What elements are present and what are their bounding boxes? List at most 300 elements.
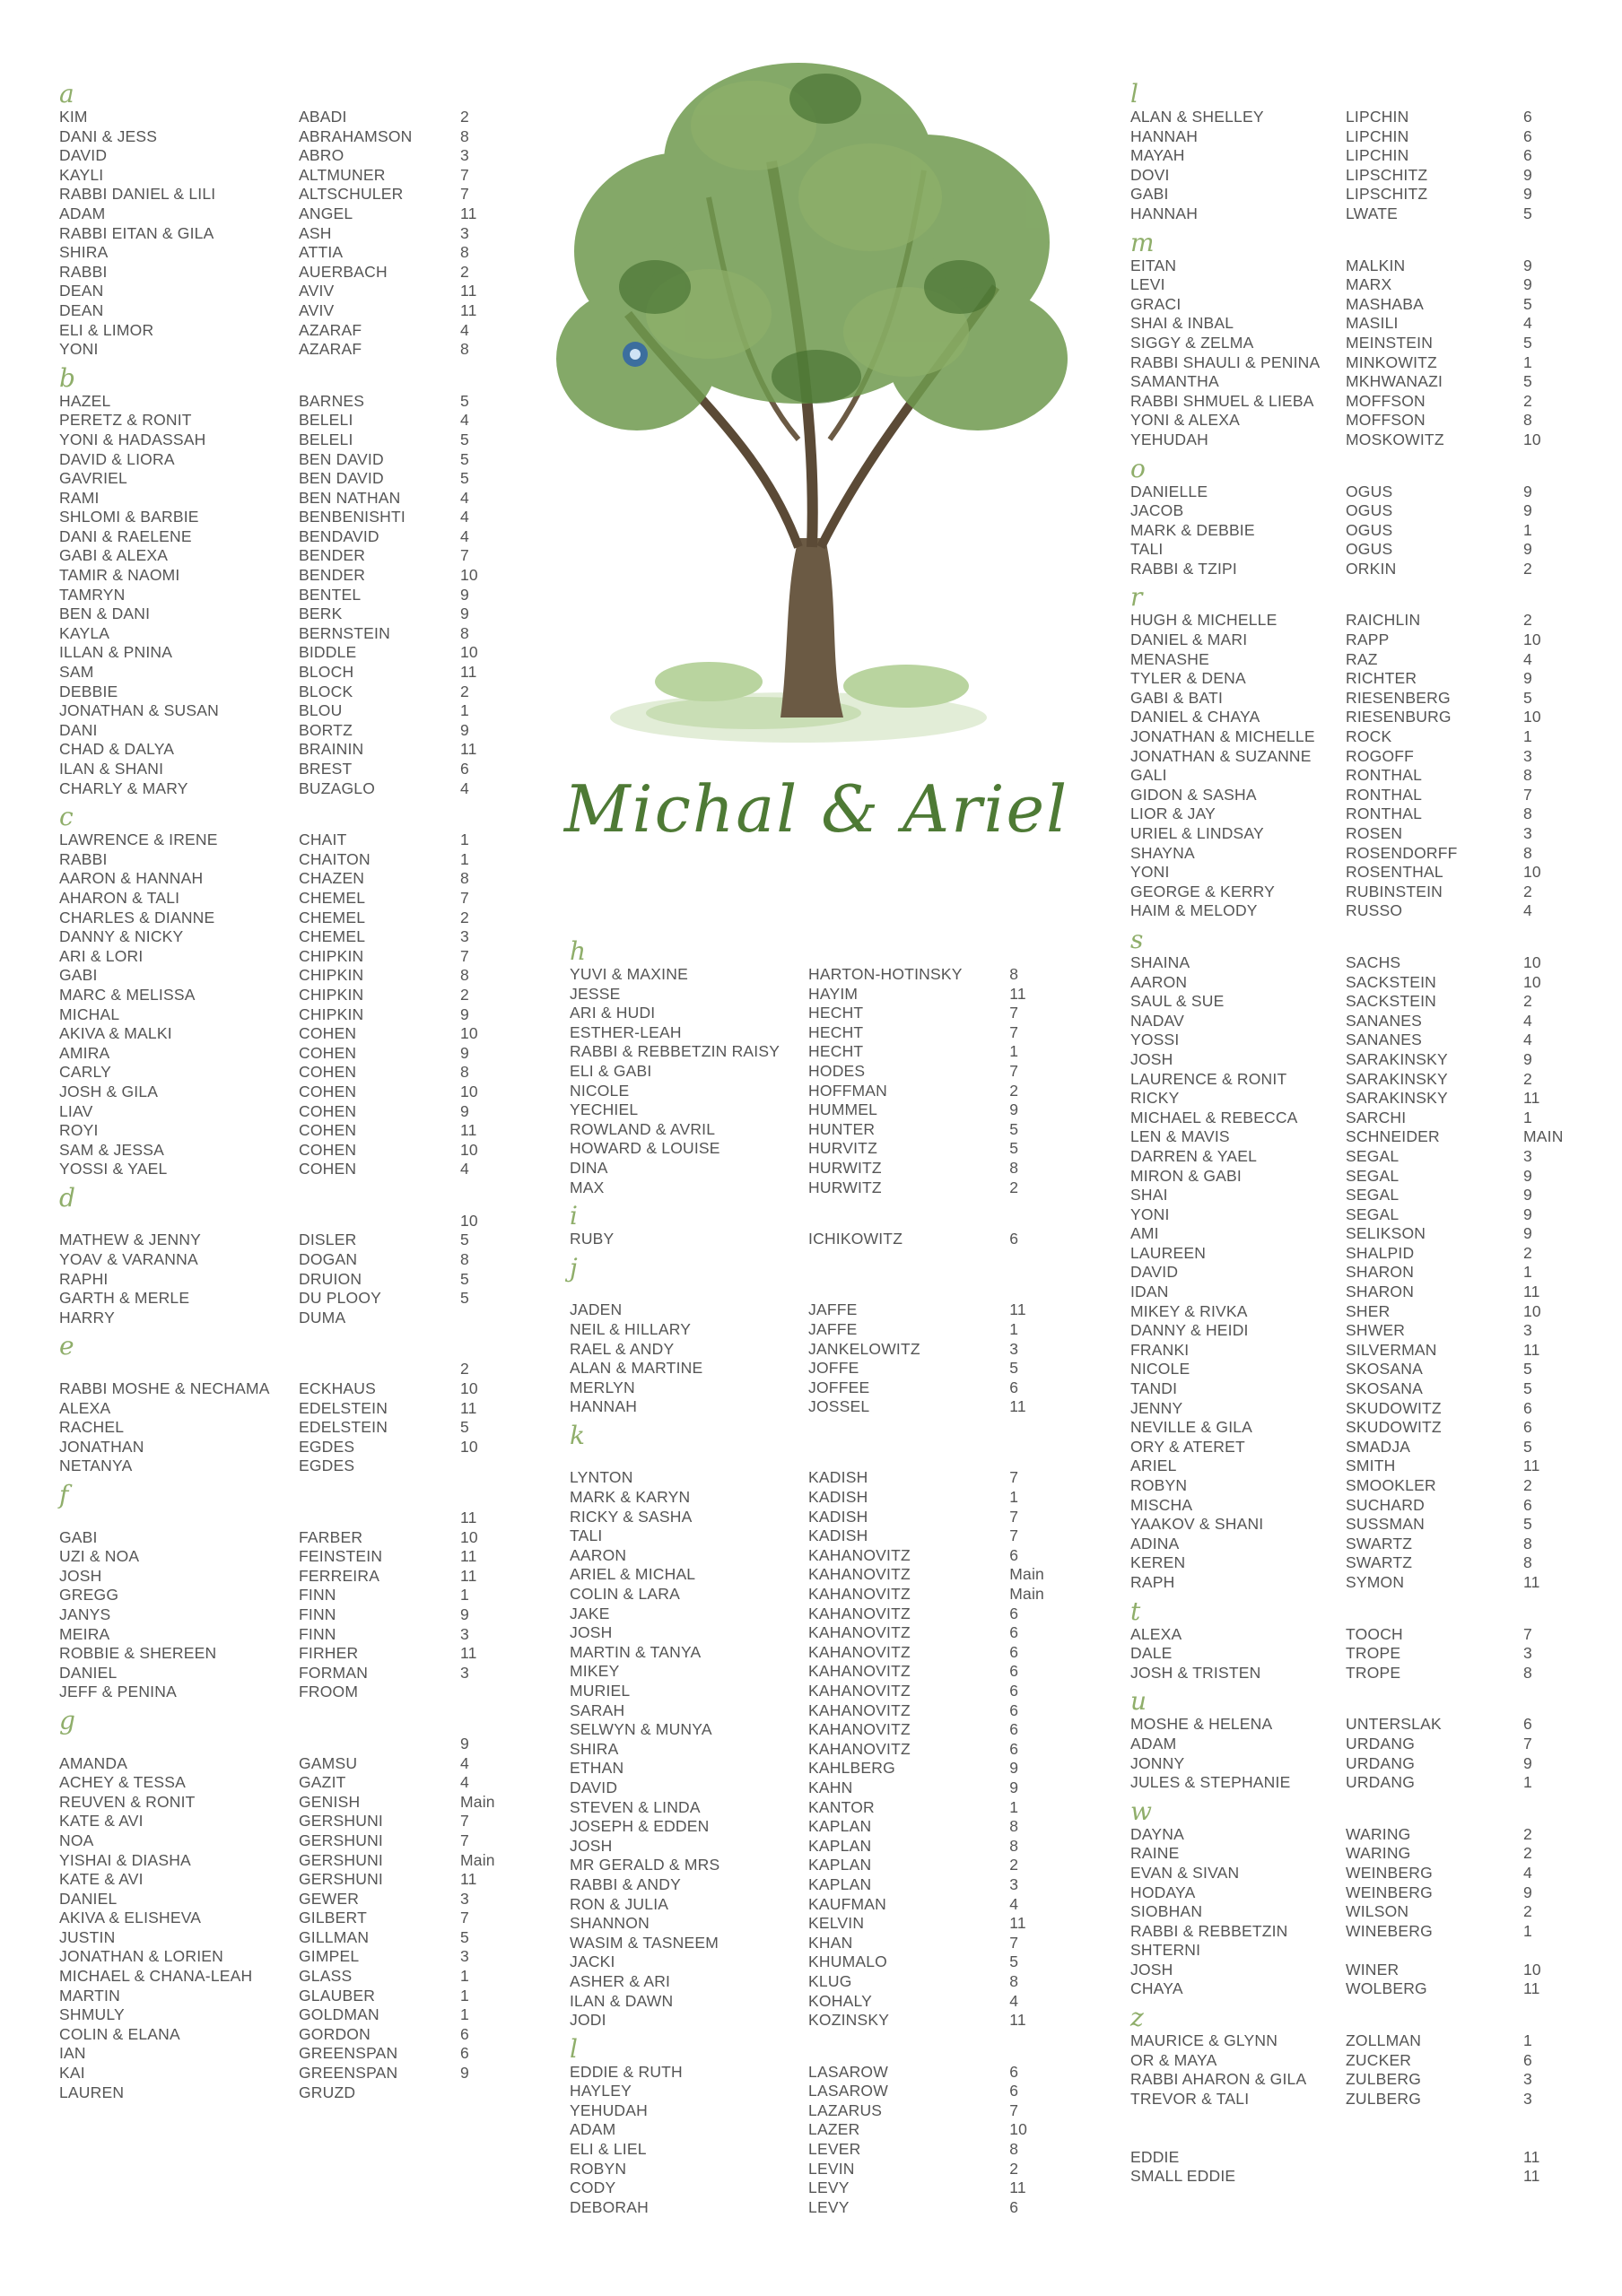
guest-last-name: BLOCH <box>299 663 354 682</box>
guest-last-name: WINEBERG <box>1346 1921 1433 1940</box>
guest-row <box>570 1585 1072 1605</box>
table-number: 8 <box>1523 843 1532 862</box>
table-number: 1 <box>1523 352 1532 371</box>
table-number: 1 <box>1009 1042 1019 1061</box>
guest-last-name: RUBINSTEIN <box>1346 882 1443 900</box>
guest-first-name: DAVID <box>59 146 108 165</box>
guest-first-name: JOSH <box>1130 1960 1173 1979</box>
guest-last-name: ROGOFF <box>1346 746 1415 765</box>
guest-last-name: SARAKINSKY <box>1346 1089 1448 1108</box>
guest-last-name: MASILI <box>1346 314 1399 333</box>
guest-first-name: ALEXA <box>1130 1624 1182 1643</box>
guest-last-name: SACKSTEIN <box>1346 992 1436 1011</box>
guest-last-name: HURVITZ <box>808 1139 877 1158</box>
guest-first-name: TYLER & DENA <box>1130 669 1246 688</box>
table-number: 11 <box>460 1566 477 1585</box>
guest-row <box>1130 1302 1597 1322</box>
table-number: 4 <box>1523 314 1532 333</box>
guest-last-name: EDELSTEIN <box>299 1398 388 1417</box>
table-number: 11 <box>460 282 477 300</box>
guest-row <box>1130 1263 1597 1283</box>
guest-last-name: COHEN <box>299 1121 357 1140</box>
table-number: 8 <box>1523 804 1532 823</box>
guest-last-name: ANGEL <box>299 204 353 222</box>
guest-first-name: ARI & HUDI <box>570 1004 656 1022</box>
guest-first-name: TAMRYN <box>59 585 126 604</box>
table-number: 3 <box>460 1624 469 1643</box>
guest-first-name: UZI & NOA <box>59 1547 140 1566</box>
guest-first-name: DAVID <box>1130 1263 1179 1282</box>
guest-row <box>570 2082 1072 2101</box>
guest-first-name: ROWLAND & AVRIL <box>570 1119 716 1138</box>
guest-first-name: SMALL EDDIE <box>1130 2167 1236 2186</box>
guest-first-name: MIRON & GABI <box>1130 1166 1242 1185</box>
guest-first-name: MEIRA <box>59 1624 110 1643</box>
guest-row <box>59 566 526 586</box>
guest-first-name: ILLAN & PNINA <box>59 643 173 662</box>
guest-row <box>59 430 526 450</box>
table-number: 5 <box>1523 294 1532 313</box>
guest-last-name: WILSON <box>1346 1902 1409 1921</box>
guest-last-name: KAHLBERG <box>808 1759 895 1778</box>
table-number <box>460 2083 523 2103</box>
guest-last-name: CHAIT <box>299 831 347 849</box>
table-number: 10 <box>1523 430 1541 448</box>
guest-last-name: SACKSTEIN <box>1346 972 1436 991</box>
table-number: 5 <box>1523 1379 1532 1398</box>
guest-last-name: TROPE <box>1346 1644 1401 1663</box>
guest-row <box>59 301 526 321</box>
guest-last-name: MOFFSON <box>1346 391 1426 410</box>
section-j <box>570 1252 1072 1417</box>
table-number: 9 <box>460 604 469 623</box>
guest-row <box>59 1005 526 1025</box>
table-number: 2 <box>1523 882 1532 900</box>
guest-row <box>1130 1127 1597 1147</box>
guest-row <box>570 1282 1072 1301</box>
guest-first-name: KIM <box>59 108 88 126</box>
guest-last-name: LIPCHIN <box>1346 146 1409 165</box>
guest-first-name: AARON <box>1130 972 1188 991</box>
guest-first-name: ALAN & SHELLEY <box>1130 108 1264 126</box>
guest-row <box>570 1914 1072 1934</box>
table-number: 6 <box>1009 2082 1019 2100</box>
guest-row <box>1130 708 1597 727</box>
guest-row <box>570 1340 1072 1360</box>
guest-last-name: OGUS <box>1346 520 1393 539</box>
guest-row <box>570 1488 1072 1508</box>
guest-row <box>570 1701 1072 1721</box>
guest-last-name: KADISH <box>808 1468 868 1487</box>
guest-last-name: SELIKSON <box>1346 1224 1426 1243</box>
table-number: 5 <box>1009 1119 1019 1138</box>
guest-first-name: JOSH <box>1130 1049 1173 1068</box>
guest-last-name: ORKIN <box>1346 559 1397 578</box>
guest-first-name: MICHAEL & CHANA-LEAH <box>59 1967 253 1986</box>
guest-first-name: WASIM & TASNEEM <box>570 1933 719 1952</box>
table-number: 3 <box>460 1889 469 1908</box>
guest-first-name <box>1130 2128 1346 2148</box>
table-number: 3 <box>1523 2070 1532 2089</box>
guest-last-name: LEVIN <box>808 2159 855 2178</box>
guest-row <box>59 1890 526 1909</box>
table-number: 2 <box>1523 992 1532 1011</box>
guest-last-name: DU PLOOY <box>299 1289 382 1308</box>
table-number: 4 <box>460 1160 469 1178</box>
guest-first-name: HUGH & MICHELLE <box>1130 611 1278 630</box>
guest-row <box>59 663 526 683</box>
guest-first-name: SHAINA <box>1130 952 1190 971</box>
guest-first-name: RUBY <box>570 1230 615 1248</box>
guest-last-name: ROSENTHAL <box>1346 863 1443 882</box>
guest-row <box>1130 1070 1597 1090</box>
guest-last-name: KAHANOVITZ <box>808 1700 911 1719</box>
table-number: 8 <box>1523 1553 1532 1572</box>
guest-first-name: SIOBHAN <box>1130 1902 1203 1921</box>
table-number: 3 <box>1009 1874 1019 1893</box>
guest-row <box>1130 824 1597 844</box>
guest-last-name: BRAININ <box>299 740 364 759</box>
table-number: 7 <box>1523 1624 1532 1643</box>
guest-last-name: CHAITON <box>299 849 371 868</box>
guest-row <box>1130 1438 1597 1457</box>
table-number: 11 <box>1009 2011 1026 2030</box>
guest-row <box>1130 1941 1597 1961</box>
guest-first-name: HAIM & MELODY <box>1130 901 1258 920</box>
guest-last-name: MEINSTEIN <box>1346 333 1434 352</box>
table-number: 8 <box>1523 1663 1532 1682</box>
guest-row <box>59 1141 526 1161</box>
guest-row <box>59 1289 526 1309</box>
table-number: 5 <box>1523 1437 1532 1456</box>
guest-last-name: EGDES <box>299 1437 355 1456</box>
section-e <box>59 1333 526 1476</box>
table-number: 4 <box>1523 901 1532 920</box>
guest-row <box>59 108 526 127</box>
guest-first-name: RABBI MOSHE & NECHAMA <box>59 1379 270 1398</box>
guest-row <box>59 2025 526 2045</box>
section-i <box>570 1203 1072 1249</box>
guest-first-name: STEVEN & LINDA <box>570 1797 701 1816</box>
table-number: 8 <box>1523 411 1532 430</box>
guest-first-name: YUVI & MAXINE <box>570 965 688 983</box>
section-letter: d <box>59 1182 75 1213</box>
guest-last-name: MALKIN <box>1346 256 1406 274</box>
guest-first-name: SIGGY & ZELMA <box>1130 333 1254 352</box>
guest-first-name: CHAYA <box>1130 1979 1183 1998</box>
guest-row <box>570 1468 1072 1488</box>
guest-last-name: KAUFMAN <box>808 1894 887 1913</box>
guest-first-name: YONI <box>59 340 99 359</box>
guest-first-name: COLIN & LARA <box>570 1585 680 1604</box>
guest-row <box>570 1100 1072 1120</box>
table-number: 1 <box>460 701 469 720</box>
guest-row <box>59 127 526 147</box>
guest-first-name: SHAI & INBAL <box>1130 314 1234 333</box>
guest-first-name: JADEN <box>570 1300 623 1319</box>
table-number: 2 <box>1523 1476 1532 1494</box>
table-number: 11 <box>1523 1572 1540 1591</box>
guest-row <box>59 889 526 909</box>
table-number: 2 <box>1523 1824 1532 1843</box>
guest-row <box>570 2120 1072 2140</box>
section-letter: l <box>570 2033 578 2064</box>
table-number: 9 <box>1523 1883 1532 1901</box>
guest-row <box>1130 2070 1597 2090</box>
guest-last-name: DOGAN <box>299 1250 358 1269</box>
table-number: 1 <box>1523 1108 1532 1126</box>
guest-last-name: SEGAL <box>1346 1205 1400 1223</box>
guest-last-name: JOFFEE <box>808 1378 870 1396</box>
guest-last-name <box>299 1212 460 1231</box>
table-number: 6 <box>1523 1418 1532 1437</box>
table-number: 1 <box>1009 1488 1019 1507</box>
guest-row <box>1130 804 1597 824</box>
table-number: 7 <box>1009 1468 1019 1487</box>
guest-row <box>59 1083 526 1102</box>
guest-row <box>59 1457 526 1476</box>
guest-first-name: HANNAH <box>1130 126 1199 145</box>
table-number: 5 <box>460 430 469 448</box>
guest-last-name: SILVERMAN <box>1346 1340 1437 1359</box>
guest-first-name: ILAN & DAWN <box>570 1991 674 2010</box>
guest-first-name: MENASHE <box>1130 649 1209 668</box>
guest-row <box>1130 1283 1597 1302</box>
table-number: 10 <box>460 1140 478 1159</box>
guest-first-name: SAMANTHA <box>1130 372 1219 391</box>
guest-first-name: AMANDA <box>59 1753 128 1772</box>
table-number: 10 <box>1523 1960 1541 1979</box>
guest-last-name: WINER <box>1346 1960 1400 1979</box>
guest-row <box>1130 1167 1597 1187</box>
table-number: 11 <box>1009 1914 1026 1933</box>
guest-row <box>59 489 526 509</box>
guest-first-name: SHIRA <box>59 243 109 262</box>
table-number: 4 <box>460 411 469 430</box>
table-number: 9 <box>1523 1049 1532 1068</box>
table-number: 5 <box>460 469 469 488</box>
guest-first-name: ROBYN <box>1130 1476 1188 1494</box>
table-number: 11 <box>1009 1397 1026 1416</box>
guest-row <box>570 1508 1072 1527</box>
table-number <box>1523 2109 1586 2128</box>
guest-first-name: AARON <box>570 1545 627 1564</box>
guest-first-name: JONATHAN & SUSAN <box>59 701 219 720</box>
guest-last-name: MOSKOWITZ <box>1346 430 1444 448</box>
guest-first-name: ARIEL <box>1130 1457 1177 1475</box>
guest-first-name: ROBYN <box>570 2159 627 2178</box>
guest-last-name: HODES <box>808 1061 866 1080</box>
guest-last-name: DRUION <box>299 1269 362 1288</box>
guest-last-name: WARING <box>1346 1824 1411 1843</box>
table-number: 11 <box>1523 1283 1540 1301</box>
guest-row <box>59 2005 526 2025</box>
guest-first-name: JEFF & PENINA <box>59 1683 177 1701</box>
table-number: 11 <box>1523 1457 1540 1475</box>
guest-last-name: OGUS <box>1346 482 1393 500</box>
table-number: 6 <box>1009 1682 1019 1700</box>
guest-first-name: GABI <box>59 966 98 985</box>
table-number: 7 <box>1009 1507 1019 1526</box>
table-number: 11 <box>460 740 477 759</box>
guest-first-name: DEBORAH <box>570 2197 649 2216</box>
guest-row <box>1130 430 1597 450</box>
guest-row <box>59 1160 526 1179</box>
table-number: 9 <box>460 1101 469 1120</box>
guest-first-name: NEIL & HILLARY <box>570 1319 692 1338</box>
guest-row <box>1130 1321 1597 1341</box>
table-number: 3 <box>1009 1339 1019 1358</box>
guest-row <box>1130 1664 1597 1683</box>
table-number: 11 <box>1009 984 1026 1003</box>
table-number: 11 <box>1523 1979 1540 1998</box>
guest-row <box>570 1082 1072 1101</box>
guest-first-name: JANYS <box>59 1605 111 1623</box>
guest-last-name: GLASS <box>299 1967 353 1986</box>
guest-row <box>1130 1457 1597 1476</box>
section-r <box>1130 584 1597 921</box>
table-number: 11 <box>1523 1340 1540 1359</box>
guest-first-name: DEAN <box>59 282 104 300</box>
guest-row <box>570 1139 1072 1159</box>
guest-first-name: ADAM <box>1130 1734 1177 1752</box>
section-m <box>1130 227 1597 450</box>
guest-first-name: YOSSI & YAEL <box>59 1160 168 1178</box>
guest-last-name: FERREIRA <box>299 1566 380 1585</box>
guest-row <box>570 965 1072 985</box>
table-number: 6 <box>460 2044 469 2063</box>
section-t <box>1130 1598 1597 1683</box>
table-number: 3 <box>1523 2089 1532 2108</box>
guest-first-name <box>59 1735 299 1754</box>
tree-illustration <box>529 18 1103 753</box>
table-number: 11 <box>460 204 477 222</box>
guest-row <box>1130 1496 1597 1516</box>
guest-last-name: KAHANOVITZ <box>808 1662 911 1681</box>
table-number: 6 <box>1009 1545 1019 1564</box>
guest-first-name <box>1130 2109 1346 2128</box>
guest-last-name: SMITH <box>1346 1457 1396 1475</box>
table-number: 6 <box>1523 1495 1532 1514</box>
guest-row <box>59 643 526 663</box>
guest-first-name: NICOLE <box>1130 1360 1190 1378</box>
table-number: 2 <box>1523 1844 1532 1863</box>
guest-last-name: WEINBERG <box>1346 1863 1433 1882</box>
guest-last-name: HOFFMAN <box>808 1081 887 1100</box>
table-number: 3 <box>460 146 469 165</box>
guest-first-name: YEHUDAH <box>570 2100 648 2119</box>
guest-row <box>570 1159 1072 1178</box>
table-number: 7 <box>1009 2100 1019 2119</box>
guest-first-name: ADINA <box>1130 1534 1180 1552</box>
guest-last-name: RIESENBERG <box>1346 688 1451 707</box>
guest-first-name: HANNAH <box>1130 204 1199 222</box>
table-number: 2 <box>1523 611 1532 630</box>
guest-row <box>59 146 526 166</box>
guest-first-name: SHIRA <box>570 1739 619 1758</box>
guest-last-name: ZULBERG <box>1346 2089 1422 2108</box>
guest-last-name: GLAUBER <box>299 1986 376 2005</box>
table-number: 8 <box>460 966 469 985</box>
guest-last-name: ROCK <box>1346 727 1392 746</box>
guest-first-name: HODAYA <box>1130 1883 1196 1901</box>
guest-first-name: SHLOMI & BARBIE <box>59 508 199 526</box>
table-number: 10 <box>460 566 478 585</box>
guest-first-name: ADAM <box>570 2120 616 2139</box>
guest-last-name: CHAZEN <box>299 869 365 888</box>
guest-first-name: GIDON & SASHA <box>1130 785 1257 804</box>
guest-last-name: LASAROW <box>808 2062 888 2081</box>
table-number: 1 <box>1523 727 1532 746</box>
guest-first-name: RICKY <box>1130 1089 1180 1108</box>
table-number: 5 <box>1523 372 1532 391</box>
table-number: 1 <box>1009 1319 1019 1338</box>
table-number: 8 <box>460 869 469 888</box>
guest-row <box>59 683 526 702</box>
guest-first-name: RABBI SHMUEL & LIEBA <box>1130 391 1314 410</box>
table-number: 2 <box>1009 1178 1019 1196</box>
guest-first-name: DARREN & YAEL <box>1130 1146 1258 1165</box>
table-number: 5 <box>460 1927 469 1946</box>
guest-first-name: YAAKOV & SHANI <box>1130 1515 1264 1534</box>
guest-last-name: SACHS <box>1346 952 1401 971</box>
guest-row <box>59 263 526 283</box>
table-number: 5 <box>1523 1515 1532 1534</box>
table-number: 9 <box>1523 275 1532 294</box>
guest-last-name: HUMMEL <box>808 1100 878 1119</box>
table-number: 1 <box>460 1586 469 1605</box>
guest-last-name: ATTIA <box>299 243 344 262</box>
guest-row <box>1130 611 1597 631</box>
guest-first-name: JOSH <box>570 1836 613 1855</box>
table-number: 10 <box>1523 1301 1541 1320</box>
guest-row <box>59 2044 526 2064</box>
guest-last-name: SARAKINSKY <box>1346 1049 1448 1068</box>
guest-first-name: RABBI <box>59 849 108 868</box>
guest-row <box>59 469 526 489</box>
guest-row <box>1130 992 1597 1012</box>
guest-last-name: SARAKINSKY <box>1346 1069 1448 1088</box>
guest-row <box>59 243 526 263</box>
section-letter: w <box>1130 1796 1152 1826</box>
guest-last-name: ZOLLMAN <box>1346 2031 1422 2050</box>
guest-row <box>1130 1050 1597 1070</box>
guest-first-name: JOSH <box>570 1623 613 1642</box>
table-number: 8 <box>460 1063 469 1082</box>
guest-row <box>59 760 526 779</box>
table-number: 9 <box>1523 1205 1532 1223</box>
section-w <box>1130 1798 1597 1999</box>
table-number: 6 <box>1523 126 1532 145</box>
guest-last-name: OGUS <box>1346 501 1393 520</box>
table-number: 4 <box>460 778 469 797</box>
guest-last-name: EDELSTEIN <box>299 1418 388 1437</box>
guest-first-name: EVAN & SIVAN <box>1130 1863 1240 1882</box>
guest-row <box>59 869 526 889</box>
guest-row <box>59 1831 526 1851</box>
guest-row <box>1130 1535 1597 1554</box>
table-number: 9 <box>1523 540 1532 559</box>
guest-first-name: JACOB <box>1130 501 1184 520</box>
guest-last-name: BENDER <box>299 546 366 565</box>
guest-first-name: LEVI <box>1130 275 1165 294</box>
guest-last-name: AZARAF <box>299 340 362 359</box>
table-number: 1 <box>1009 1797 1019 1816</box>
guest-last-name: SMADJA <box>1346 1437 1411 1456</box>
table-number: 11 <box>1523 2147 1540 2166</box>
guest-row <box>1130 1735 1597 1754</box>
table-number: 11 <box>1009 2179 1026 2197</box>
